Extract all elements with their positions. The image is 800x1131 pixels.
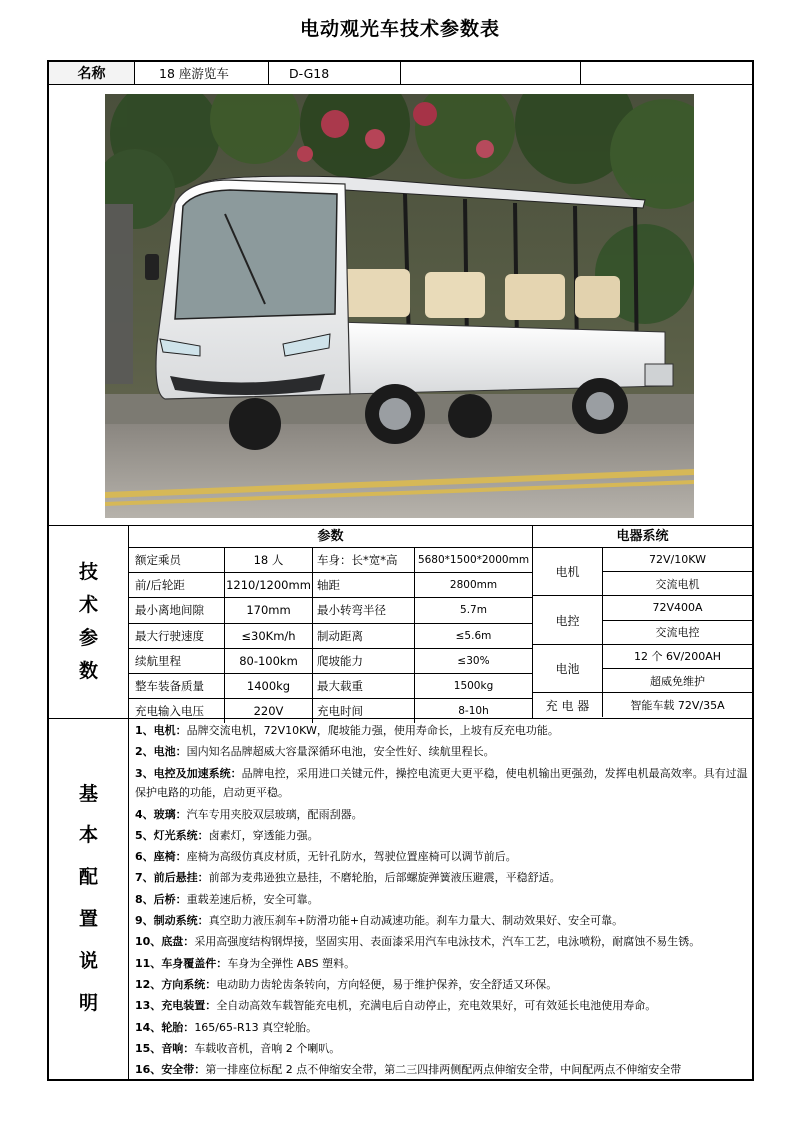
config-item-text: 165/65-R13 真空轮胎。 xyxy=(194,1020,318,1034)
elec-value: 超威免维护 xyxy=(603,669,752,693)
config-item xyxy=(135,804,752,825)
elec-value: 交流电机 xyxy=(603,572,752,596)
config-item-text: 前部为麦弗逊独立悬挂，不磨轮胎，后部螺旋弹簧液压避震，平稳舒适。 xyxy=(208,871,561,885)
config-item xyxy=(135,931,752,952)
basic-label-char: 本 xyxy=(78,824,98,847)
elec-value: 72V400A xyxy=(603,596,752,620)
config-item xyxy=(135,995,752,1016)
electrical-table xyxy=(533,526,752,718)
tech-section xyxy=(49,526,752,719)
bus-photo xyxy=(105,94,694,518)
electrical-keys xyxy=(533,548,603,717)
config-item-label: 玻璃： xyxy=(153,807,187,821)
elec-key-charger: 充 电 器 xyxy=(545,698,590,713)
param-value: 18 人 xyxy=(225,548,313,572)
basic-side-label xyxy=(49,719,129,1079)
config-item-text: 重载差速后桥，安全可靠。 xyxy=(186,892,319,906)
param-key: 整车装备质量 xyxy=(129,674,225,698)
elec-value: 72V/10KW xyxy=(603,548,752,572)
config-item-label: 轮胎： xyxy=(161,1020,195,1034)
model-value: D-G18 xyxy=(269,62,401,84)
config-item-number: 7、 xyxy=(135,871,154,885)
param-value: ≤30Km/h xyxy=(225,624,313,648)
param-row xyxy=(129,598,532,623)
electrical-grid xyxy=(533,548,752,717)
electrical-values xyxy=(603,548,752,717)
params-table xyxy=(129,526,533,718)
param-value: 8-10h xyxy=(458,705,489,718)
elec-value: 智能车载 72V/35A xyxy=(630,699,725,713)
electrical-header: 电器系统 xyxy=(533,526,752,548)
config-item-label: 后桥： xyxy=(153,892,187,906)
basic-config-list xyxy=(129,719,752,1079)
config-item xyxy=(135,825,752,846)
param-value: ≤30% xyxy=(457,654,490,667)
config-item-number: 14、 xyxy=(135,1020,162,1034)
config-item-number: 13、 xyxy=(135,999,162,1013)
param-key: 充电输入电压 xyxy=(129,699,225,723)
config-item xyxy=(135,953,752,974)
config-item-number: 1、 xyxy=(135,724,154,737)
param-key: 充电时间 xyxy=(313,699,415,723)
name-label: 名称 xyxy=(49,62,135,84)
config-item-label: 安全带： xyxy=(161,1063,206,1077)
param-key: 最小离地间隙 xyxy=(129,598,225,622)
param-key: 前/后轮距 xyxy=(129,573,225,597)
param-value: 1500kg xyxy=(453,680,494,693)
param-value: 220V xyxy=(225,699,313,723)
config-item-number: 16、 xyxy=(135,1063,162,1077)
config-item-number: 11、 xyxy=(135,956,162,970)
basic-label-char: 基 xyxy=(78,782,98,805)
params-header: 参数 xyxy=(129,526,532,548)
tech-side-label xyxy=(49,526,129,718)
param-row xyxy=(129,624,532,649)
param-value: 170mm xyxy=(225,598,313,622)
config-item-number: 12、 xyxy=(135,977,162,991)
config-item-number: 4、 xyxy=(135,807,154,821)
param-value: 1400kg xyxy=(225,674,313,698)
param-value: 5.7m xyxy=(460,604,487,617)
config-item xyxy=(135,974,752,995)
config-item xyxy=(135,1017,752,1038)
tech-label-char: 参 xyxy=(78,627,98,649)
basic-label-char: 配 xyxy=(78,866,98,889)
elec-value: 12 个 6V/200AH xyxy=(603,645,752,669)
param-key: 额定乘员 xyxy=(129,548,225,572)
config-item-number: 5、 xyxy=(135,828,154,842)
param-row xyxy=(129,674,532,699)
config-item-label: 电控及加速系统： xyxy=(153,766,242,780)
param-key: 车身：长*宽*高 xyxy=(313,548,415,572)
param-key: 制动距离 xyxy=(313,624,415,648)
config-item-number: 9、 xyxy=(135,914,154,928)
param-value: 5680*1500*2000mm xyxy=(417,554,530,567)
config-item-number: 2、 xyxy=(135,745,154,759)
config-item-number: 15、 xyxy=(135,1041,162,1055)
config-item-number: 8、 xyxy=(135,892,154,906)
config-item-label: 灯光系统： xyxy=(153,828,209,842)
config-item-text: 采用高强度结构钢焊接，坚固实用、表面漆采用汽车电泳技术，汽车工艺，电泳喷粉，耐腐蚀不易生锈。 xyxy=(194,935,701,949)
config-item xyxy=(135,763,752,804)
config-item-text: 品牌交流电机，72V10KW，爬坡能力强，使用寿命长，上坡有反充电功能。 xyxy=(186,724,559,737)
name-value: 18 座游览车 xyxy=(135,62,269,84)
config-item-label: 电机： xyxy=(153,724,187,737)
param-key: 最大行驶速度 xyxy=(129,624,225,648)
config-item-number: 10、 xyxy=(135,935,162,949)
elec-key-controller: 电控 xyxy=(533,596,602,644)
config-item-text: 座椅为高级仿真皮材质，无针孔防水，驾驶位置座椅可以调节前后。 xyxy=(186,850,517,864)
param-row xyxy=(129,649,532,674)
empty-cell xyxy=(401,62,581,84)
config-item-label: 座椅： xyxy=(153,850,187,864)
config-item-label: 车身覆盖件： xyxy=(161,956,228,970)
config-item xyxy=(135,720,752,741)
config-item-label: 电池： xyxy=(153,745,187,759)
param-row xyxy=(129,548,532,573)
config-item-text: 第一排座位标配 2 点不伸缩安全带，第二三四排两侧配两点伸缩安全带，中间配两点不伸缩安全带 xyxy=(205,1063,682,1077)
basic-label-char: 置 xyxy=(78,908,98,930)
name-row xyxy=(49,62,752,85)
config-item xyxy=(135,741,752,762)
param-value: ≤5.6m xyxy=(455,629,492,642)
param-row xyxy=(129,573,532,598)
param-key: 爬坡能力 xyxy=(313,649,415,673)
config-item-label: 方向系统： xyxy=(161,977,217,991)
config-item-label: 充电装置： xyxy=(161,999,217,1013)
param-key: 最小转弯半径 xyxy=(313,598,415,622)
config-item-text: 车载收音机，音响 2 个喇叭。 xyxy=(194,1041,341,1055)
config-item-label: 制动系统： xyxy=(153,914,209,928)
config-item-label: 前后悬挂： xyxy=(153,871,209,885)
config-item xyxy=(135,1059,752,1080)
config-item-label: 音响： xyxy=(161,1041,195,1055)
config-item-number: 6、 xyxy=(135,850,154,864)
basic-label-char: 明 xyxy=(78,991,98,1014)
param-key: 轴距 xyxy=(313,573,415,597)
param-value: 80-100km xyxy=(225,649,313,673)
config-item-text: 卤素灯，穿透能力强。 xyxy=(208,828,319,842)
param-key: 最大载重 xyxy=(313,674,415,698)
elec-key-battery: 电池 xyxy=(533,645,602,693)
config-item-text: 品牌电控，采用进口关键元件，操控电流更大更平稳，使电机输出更强劲，发挥电机最高效率。具有过温保护电路的功能，启动更平稳。 xyxy=(135,766,748,799)
tech-label-char: 数 xyxy=(78,660,98,683)
photo-area xyxy=(49,85,752,526)
config-item-number: 3、 xyxy=(135,766,154,780)
tech-label-char: 技 xyxy=(78,560,98,583)
spec-table xyxy=(47,60,754,1081)
elec-value: 交流电控 xyxy=(603,621,752,645)
config-item xyxy=(135,910,752,931)
empty-cell xyxy=(581,62,752,84)
basic-config-section xyxy=(49,719,752,1079)
param-value: 1210/1200mm xyxy=(225,573,313,597)
page-title: 电动观光车技术参数表 xyxy=(299,18,500,40)
config-item-text: 全自动高效车载智能充电机，充满电后自动停止，充电效果好，可有效延长电池使用寿命。 xyxy=(216,999,657,1013)
config-item-label: 底盘： xyxy=(161,935,195,949)
basic-label-char: 说 xyxy=(78,949,98,972)
config-item-text: 国内知名品牌超威大容量深循环电池，安全性好、续航里程长。 xyxy=(186,745,495,759)
config-item xyxy=(135,867,752,888)
config-item-text: 真空助力液压刹车+防滑功能+自动减速功能。刹车力量大、制动效果好、安全可靠。 xyxy=(208,914,624,928)
config-item-text: 电动助力齿轮齿条转向，方向轻便，易于维护保养，安全舒适又环保。 xyxy=(216,977,558,991)
config-item-text: 车身为全弹性 ABS 塑料。 xyxy=(227,956,356,970)
config-item xyxy=(135,1038,752,1059)
param-value: 2800mm xyxy=(449,579,498,592)
config-item-text: 汽车专用夹胶双层玻璃，配雨刮器。 xyxy=(186,807,363,821)
config-item xyxy=(135,889,752,910)
config-item xyxy=(135,846,752,867)
param-key: 续航里程 xyxy=(129,649,225,673)
elec-key-motor: 电机 xyxy=(533,548,602,596)
tech-label-char: 术 xyxy=(78,593,98,616)
